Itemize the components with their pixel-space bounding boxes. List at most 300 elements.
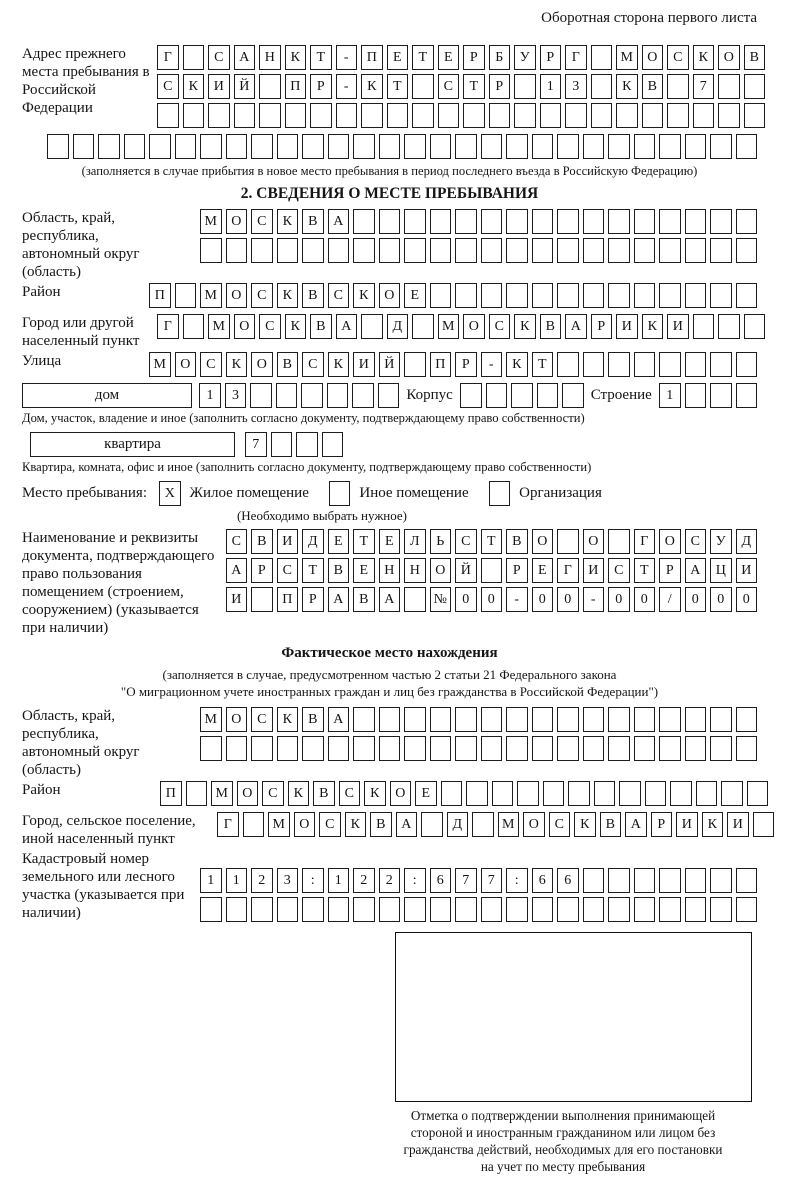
form-cell — [736, 707, 758, 732]
form-cell: В — [370, 812, 392, 837]
form-cell: : — [302, 868, 324, 893]
cadastral-block — [22, 850, 757, 926]
stamp-caption — [342, 1107, 784, 1175]
form-cell: - — [506, 587, 528, 612]
form-cell — [277, 736, 299, 761]
form-cell: М — [200, 209, 222, 234]
form-cell — [98, 134, 120, 159]
form-cell — [73, 134, 95, 159]
form-cell: С — [455, 529, 477, 554]
form-cell: О — [226, 283, 248, 308]
form-cell — [506, 134, 528, 159]
form-cell — [404, 134, 426, 159]
form-cell: 7 — [455, 868, 477, 893]
form-cell: 0 — [685, 587, 707, 612]
form-cell — [183, 45, 205, 70]
form-cell: М — [200, 707, 222, 732]
form-cell — [685, 707, 707, 732]
form-cell: 7 — [693, 74, 715, 99]
form-cell — [634, 707, 656, 732]
form-cell — [693, 103, 715, 128]
form-cell — [710, 383, 732, 408]
prev-address-caption: (заполняется в случае прибытия в новое место пребывания в период последнего въезда в Российскую Федерацию) — [81, 164, 698, 178]
form-cell — [718, 103, 740, 128]
form-cell — [659, 707, 681, 732]
form-cell — [251, 134, 273, 159]
form-cell — [608, 238, 630, 263]
form-cell — [645, 781, 667, 806]
form-cell: 1 — [328, 868, 350, 893]
form-cell — [659, 868, 681, 893]
form-cell: Г — [157, 314, 179, 339]
form-cell — [591, 74, 613, 99]
form-cell — [301, 383, 323, 408]
form-cell — [243, 812, 265, 837]
form-cell: В — [540, 314, 562, 339]
form-cell: С — [489, 314, 511, 339]
form-cell — [271, 432, 293, 457]
form-cell: Р — [659, 558, 681, 583]
form-cell: П — [430, 352, 452, 377]
form-cell: К — [277, 707, 299, 732]
form-cell — [455, 283, 477, 308]
form-cell: И — [736, 558, 758, 583]
form-cell — [226, 897, 248, 922]
form-cell: М — [149, 352, 171, 377]
fact-region-label: Область, край, республика, автономный округ (область) — [22, 708, 140, 778]
form-cell — [619, 781, 641, 806]
form-cell — [259, 103, 281, 128]
prev-address-label: Адрес прежнего места пребывания в Российской Федерации — [22, 46, 150, 116]
form-cell: 1 — [199, 383, 221, 408]
form-cell — [430, 736, 452, 761]
form-cell — [583, 736, 605, 761]
form-cell: - — [336, 74, 358, 99]
fact-district-block — [22, 781, 757, 810]
form-cell — [659, 134, 681, 159]
form-cell — [200, 736, 222, 761]
place-type-label: Место пребывания: — [22, 485, 147, 501]
cell-row — [217, 812, 774, 837]
form-cell: О — [430, 558, 452, 583]
stamp-caption-line: Отметка о подтверждении выполнения принимающей — [410, 1108, 716, 1123]
form-cell: С — [200, 352, 222, 377]
form-cell — [634, 897, 656, 922]
form-cell: 7 — [481, 868, 503, 893]
form-cell — [226, 238, 248, 263]
form-cell: К — [285, 314, 307, 339]
form-cell — [557, 209, 579, 234]
form-cell — [361, 103, 383, 128]
form-cell — [328, 736, 350, 761]
form-cell — [736, 283, 758, 308]
form-cell: Р — [540, 45, 562, 70]
form-cell — [455, 736, 477, 761]
cell-row — [226, 529, 758, 554]
form-cell: В — [328, 558, 350, 583]
form-cell — [421, 812, 443, 837]
form-cell — [659, 897, 681, 922]
form-cell — [608, 707, 630, 732]
form-cell: К — [353, 283, 375, 308]
form-cell — [634, 283, 656, 308]
form-cell — [608, 352, 630, 377]
form-cell — [659, 209, 681, 234]
form-cell — [404, 707, 426, 732]
form-cell: О — [583, 529, 605, 554]
form-cell: К — [328, 352, 350, 377]
prev-address-block — [22, 45, 757, 132]
form-cell: А — [625, 812, 647, 837]
form-cell: О — [175, 352, 197, 377]
form-cell — [404, 209, 426, 234]
form-cell: С — [226, 529, 248, 554]
form-cell: 3 — [277, 868, 299, 893]
form-cell — [379, 897, 401, 922]
cell-row — [200, 707, 757, 732]
form-cell: И — [226, 587, 248, 612]
form-cell — [532, 283, 554, 308]
form-cell: С — [339, 781, 361, 806]
form-cell: И — [277, 529, 299, 554]
form-cell: О — [718, 45, 740, 70]
form-cell — [251, 897, 273, 922]
form-cell — [736, 736, 758, 761]
form-cell — [591, 45, 613, 70]
form-cell — [277, 134, 299, 159]
form-cell — [532, 134, 554, 159]
form-cell: М — [438, 314, 460, 339]
form-cell — [736, 897, 758, 922]
form-cell — [430, 134, 452, 159]
cell-row — [200, 897, 757, 922]
form-cell: О — [234, 314, 256, 339]
form-cell: Д — [387, 314, 409, 339]
form-cell — [379, 238, 401, 263]
form-cell — [710, 736, 732, 761]
form-cell: А — [234, 45, 256, 70]
form-cell — [616, 103, 638, 128]
form-cell — [557, 134, 579, 159]
form-cell — [486, 383, 508, 408]
option-organization — [489, 481, 602, 506]
form-cell — [685, 209, 707, 234]
city-block — [22, 314, 757, 350]
form-cell: М — [268, 812, 290, 837]
form-cell — [667, 103, 689, 128]
form-cell — [183, 103, 205, 128]
form-cell: С — [251, 283, 273, 308]
organization-label: Организация — [519, 485, 602, 501]
form-cell: А — [336, 314, 358, 339]
form-cell: : — [506, 868, 528, 893]
form-cell: И — [353, 352, 375, 377]
form-cell: Т — [412, 45, 434, 70]
form-cell — [685, 868, 707, 893]
form-cell — [481, 707, 503, 732]
form-cell — [302, 238, 324, 263]
form-cell — [353, 238, 375, 263]
form-cell: Ц — [710, 558, 732, 583]
form-cell — [685, 238, 707, 263]
form-cell — [557, 707, 579, 732]
district-label: Район — [22, 284, 61, 300]
form-cell: 3 — [225, 383, 247, 408]
cell-row — [200, 238, 757, 263]
form-cell — [634, 134, 656, 159]
option-other-premises — [329, 481, 469, 506]
form-cell: 0 — [608, 587, 630, 612]
form-cell — [608, 209, 630, 234]
form-cell: Е — [415, 781, 437, 806]
form-cell — [557, 736, 579, 761]
cell-row — [157, 45, 765, 70]
cell-row — [149, 352, 757, 377]
form-cell — [562, 383, 584, 408]
form-cell: 6 — [532, 868, 554, 893]
form-cell: С — [328, 283, 350, 308]
form-cell: Т — [481, 529, 503, 554]
form-cell: С — [549, 812, 571, 837]
form-cell — [379, 736, 401, 761]
cell-row — [200, 868, 757, 893]
form-cell — [455, 134, 477, 159]
form-cell — [404, 587, 426, 612]
form-cell — [532, 707, 554, 732]
form-cell — [736, 868, 758, 893]
form-cell: Е — [438, 45, 460, 70]
apartment-row — [30, 432, 757, 457]
form-cell — [328, 897, 350, 922]
fact-city-block — [22, 812, 757, 848]
form-cell — [532, 238, 554, 263]
form-cell — [537, 383, 559, 408]
form-cell: 0 — [634, 587, 656, 612]
form-cell: Е — [387, 45, 409, 70]
form-cell — [251, 238, 273, 263]
form-cell — [710, 897, 732, 922]
form-cell — [455, 209, 477, 234]
form-cell — [472, 812, 494, 837]
residential-checkbox: X — [159, 481, 181, 506]
cell-row-full-width — [22, 134, 757, 159]
form-cell: О — [379, 283, 401, 308]
form-cell — [506, 707, 528, 732]
form-cell: Г — [565, 45, 587, 70]
form-cell — [438, 103, 460, 128]
form-cell: А — [328, 587, 350, 612]
apartment-number-cells — [245, 432, 343, 457]
form-cell — [659, 238, 681, 263]
form-cell — [608, 134, 630, 159]
form-cell — [310, 103, 332, 128]
form-cell — [481, 897, 503, 922]
form-cell: В — [302, 707, 324, 732]
apartment-type-box: квартира — [30, 432, 235, 457]
form-cell — [506, 897, 528, 922]
form-cell — [226, 736, 248, 761]
form-cell — [430, 707, 452, 732]
form-cell: О — [523, 812, 545, 837]
form-cell: Е — [404, 283, 426, 308]
form-cell: Р — [302, 587, 324, 612]
form-cell — [379, 134, 401, 159]
fact-location-title: Фактическое место нахождения — [281, 645, 498, 661]
form-cell — [322, 432, 344, 457]
form-cell — [685, 383, 707, 408]
form-cell: О — [532, 529, 554, 554]
form-cell — [361, 314, 383, 339]
option-residential — [159, 481, 309, 506]
form-cell: Т — [353, 529, 375, 554]
form-cell: Д — [302, 529, 324, 554]
form-cell: 1 — [659, 383, 681, 408]
form-cell: А — [328, 209, 350, 234]
form-cell: О — [463, 314, 485, 339]
form-cell — [608, 736, 630, 761]
cadastral-cell-rows — [200, 868, 757, 926]
form-cell — [481, 736, 503, 761]
region-label: Область, край, республика, автономный округ (область) — [22, 210, 140, 280]
form-cell: Н — [259, 45, 281, 70]
form-cell — [481, 134, 503, 159]
page-corner-note: Оборотная сторона первого листа — [541, 10, 757, 26]
form-cell — [430, 238, 452, 263]
place-type-row — [22, 481, 757, 506]
form-cell — [276, 383, 298, 408]
form-cell — [608, 283, 630, 308]
form-cell — [557, 238, 579, 263]
form-cell — [583, 134, 605, 159]
form-cell: Р — [489, 74, 511, 99]
form-cell: С — [319, 812, 341, 837]
form-cell: Т — [310, 45, 332, 70]
form-cell: П — [285, 74, 307, 99]
cell-row — [157, 314, 765, 339]
form-cell: 0 — [481, 587, 503, 612]
form-cell — [353, 209, 375, 234]
form-cell: : — [404, 868, 426, 893]
form-cell: И — [676, 812, 698, 837]
form-cell — [608, 529, 630, 554]
form-cell — [251, 587, 273, 612]
form-cell: В — [744, 45, 766, 70]
form-cell: Р — [651, 812, 673, 837]
form-cell — [594, 781, 616, 806]
form-cell — [285, 103, 307, 128]
form-cell — [557, 897, 579, 922]
form-cell — [208, 103, 230, 128]
form-cell: К — [277, 209, 299, 234]
form-cell: С — [438, 74, 460, 99]
form-cell: В — [313, 781, 335, 806]
form-cell: Р — [463, 45, 485, 70]
form-cell — [506, 238, 528, 263]
form-cell: К — [277, 283, 299, 308]
form-cell — [583, 283, 605, 308]
form-cell: / — [659, 587, 681, 612]
form-cell — [718, 314, 740, 339]
form-cell: С — [302, 352, 324, 377]
form-cell: - — [481, 352, 503, 377]
form-cell: Б — [489, 45, 511, 70]
form-cell: Й — [379, 352, 401, 377]
form-cell — [736, 352, 758, 377]
form-cell — [328, 238, 350, 263]
form-cell: В — [302, 283, 324, 308]
form-cell — [124, 134, 146, 159]
form-cell — [583, 897, 605, 922]
cell-row — [157, 103, 765, 128]
form-cell — [583, 352, 605, 377]
form-cell — [175, 134, 197, 159]
form-cell: О — [390, 781, 412, 806]
form-cell: А — [565, 314, 587, 339]
form-cell — [659, 283, 681, 308]
document-cell-rows — [226, 529, 758, 616]
form-cell — [514, 103, 536, 128]
form-cell: А — [226, 558, 248, 583]
form-cell: П — [277, 587, 299, 612]
form-cell — [744, 103, 766, 128]
form-cell: К — [364, 781, 386, 806]
form-cell — [517, 781, 539, 806]
form-cell: С — [251, 707, 273, 732]
form-cell: 0 — [532, 587, 554, 612]
fact-note-line1: (заполняется в случае, предусмотренном частью 2 статьи 21 Федерального закона — [162, 667, 617, 682]
form-cell — [481, 238, 503, 263]
form-cell: А — [685, 558, 707, 583]
form-cell — [466, 781, 488, 806]
form-cell — [583, 868, 605, 893]
form-cell: В — [506, 529, 528, 554]
fact-region-block — [22, 707, 757, 779]
form-cell: В — [642, 74, 664, 99]
form-cell: Г — [557, 558, 579, 583]
form-cell: 2 — [353, 868, 375, 893]
form-cell: С — [157, 74, 179, 99]
form-cell — [379, 209, 401, 234]
form-cell — [710, 238, 732, 263]
form-cell — [514, 74, 536, 99]
form-cell — [736, 134, 758, 159]
form-cell: 2 — [379, 868, 401, 893]
form-cell — [744, 314, 766, 339]
form-cell — [430, 897, 452, 922]
form-cell: С — [277, 558, 299, 583]
form-cell — [659, 352, 681, 377]
form-cell — [463, 103, 485, 128]
street-label: Улица — [22, 353, 62, 369]
form-cell: У — [514, 45, 536, 70]
form-cell — [404, 238, 426, 263]
form-cell — [455, 238, 477, 263]
form-cell — [251, 736, 273, 761]
form-cell: О — [294, 812, 316, 837]
form-cell — [693, 314, 715, 339]
form-cell — [379, 707, 401, 732]
cell-row — [226, 558, 758, 583]
form-cell — [557, 352, 579, 377]
form-cell: Р — [310, 74, 332, 99]
form-cell — [47, 134, 69, 159]
form-cell — [430, 209, 452, 234]
cell-row — [200, 736, 757, 761]
form-cell — [481, 283, 503, 308]
house-number-cells — [199, 383, 399, 408]
form-cell: Е — [328, 529, 350, 554]
form-cell — [753, 812, 775, 837]
